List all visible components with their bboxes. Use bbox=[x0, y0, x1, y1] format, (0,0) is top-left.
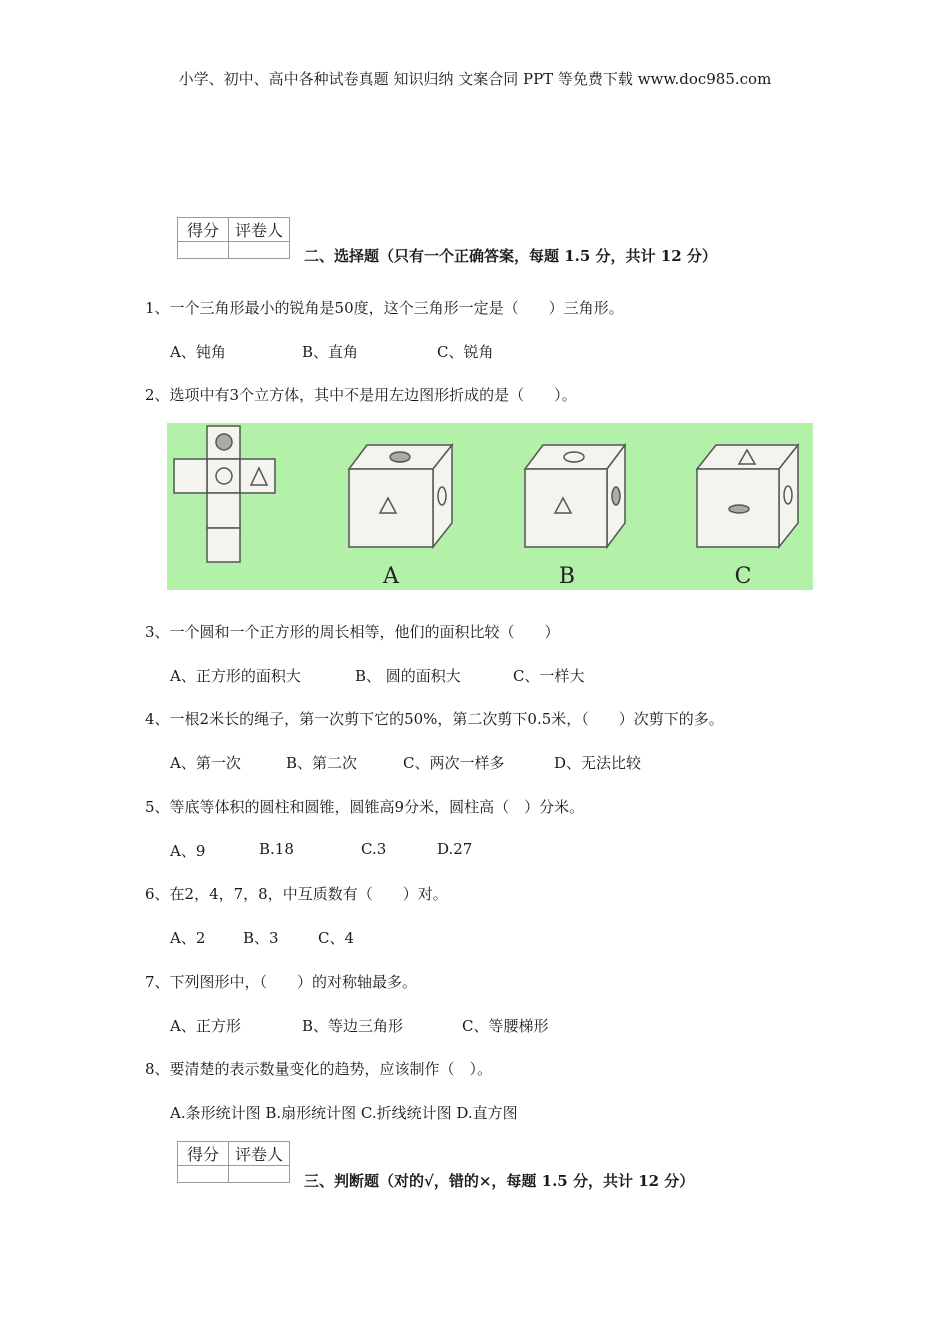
question-6: 6、在2，4，7，8，中互质数有（ ）对。 bbox=[145, 885, 448, 903]
cube-option-c[interactable] bbox=[697, 445, 798, 547]
question-1: 1、一个三角形最小的锐角是50度，这个三角形一定是（ ）三角形。 bbox=[145, 299, 624, 317]
option[interactable]: A、正方形的面积大 bbox=[170, 667, 301, 685]
option[interactable]: B、3 bbox=[243, 929, 279, 947]
cube-label-a: A bbox=[383, 564, 399, 589]
page-header: 小学、初中、高中各种试卷真题 知识归纳 文案合同 PPT 等免费下载 www.doc985.com bbox=[178, 70, 772, 88]
question-2: 2、选项中有3个立方体，其中不是用左边图形折成的是（ ）。 bbox=[145, 386, 577, 404]
score-box bbox=[177, 1141, 290, 1183]
option[interactable]: B、第二次 bbox=[286, 754, 358, 772]
option[interactable]: A.条形统计图 B.扇形统计图 C.折线统计图 D.直方图 bbox=[170, 1104, 518, 1122]
grader-label: 评卷人 bbox=[229, 1142, 290, 1166]
grader-cell[interactable] bbox=[229, 1166, 290, 1183]
question-3: 3、一个圆和一个正方形的周长相等，他们的面积比较（ ） bbox=[145, 623, 560, 641]
option[interactable]: A、2 bbox=[170, 929, 206, 947]
option[interactable]: C、锐角 bbox=[437, 343, 494, 361]
cube-label-c: C bbox=[734, 564, 752, 589]
option[interactable]: C、等腰梯形 bbox=[462, 1017, 549, 1035]
option[interactable]: C.3 bbox=[361, 840, 387, 858]
question-5: 5、等底等体积的圆柱和圆锥，圆锥高9分米，圆柱高（ ）分米。 bbox=[145, 798, 585, 816]
score-cell[interactable] bbox=[178, 1166, 229, 1183]
grader-label: 评卷人 bbox=[229, 218, 290, 242]
option[interactable]: B.18 bbox=[259, 840, 294, 858]
option[interactable]: A、第一次 bbox=[170, 754, 241, 772]
score-cell[interactable] bbox=[178, 242, 229, 259]
cube-label-b: B bbox=[558, 564, 576, 589]
cube-figure-panel bbox=[167, 423, 813, 590]
question-4: 4、一根2米长的绳子，第一次剪下它的50%，第二次剪下0.5米，（ ）次剪下的多。 bbox=[145, 710, 724, 728]
option[interactable]: B、 圆的面积大 bbox=[355, 667, 461, 685]
cube-option-b[interactable] bbox=[525, 445, 625, 547]
score-label: 得分 bbox=[178, 1142, 229, 1166]
score-label: 得分 bbox=[178, 218, 229, 242]
grader-cell[interactable] bbox=[229, 242, 290, 259]
section-2-title: 二、选择题（只有一个正确答案，每题 1.5 分，共计 12 分） bbox=[304, 247, 717, 265]
score-box bbox=[177, 217, 290, 259]
cube-option-a[interactable] bbox=[349, 445, 452, 547]
option[interactable]: C、两次一样多 bbox=[403, 754, 505, 772]
option[interactable]: A、钝角 bbox=[170, 343, 226, 361]
question-7: 7、下列图形中，（ ）的对称轴最多。 bbox=[145, 973, 418, 991]
cube-figure bbox=[167, 423, 813, 590]
option[interactable]: C、一样大 bbox=[513, 667, 585, 685]
option[interactable]: D.27 bbox=[437, 840, 473, 858]
option[interactable]: D、无法比较 bbox=[554, 754, 642, 772]
cube-net bbox=[174, 426, 275, 562]
option[interactable]: B、等边三角形 bbox=[302, 1017, 404, 1035]
section-3-title: 三、判断题（对的√，错的×，每题 1.5 分，共计 12 分） bbox=[304, 1172, 695, 1190]
option[interactable]: C、4 bbox=[318, 929, 355, 947]
option[interactable]: B、直角 bbox=[302, 343, 359, 361]
option[interactable]: A、正方形 bbox=[170, 1017, 241, 1035]
option[interactable]: A、9 bbox=[170, 842, 206, 860]
question-8: 8、要清楚的表示数量变化的趋势，应该制作（ ）。 bbox=[145, 1060, 493, 1078]
